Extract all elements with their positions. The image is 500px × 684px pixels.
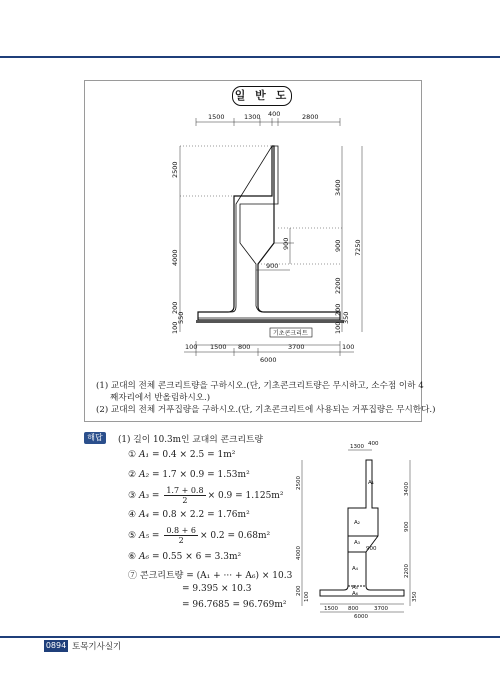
question-2: (2) 교대의 전체 거푸집량을 구하시오.(단, 기초콘크리트에 사용되는 거푸집량은 무시한다.) bbox=[96, 405, 436, 415]
footing-label: 기초콘크리트 bbox=[273, 330, 308, 337]
abutment-drawing bbox=[84, 80, 420, 420]
footer-rule bbox=[0, 636, 500, 638]
svg-text:A₂: A₂ bbox=[354, 520, 360, 526]
bottom-dim: 100 bbox=[342, 343, 355, 351]
left-dim: 4000 bbox=[171, 249, 179, 266]
right-dim: 900 bbox=[334, 239, 342, 252]
svg-text:4000: 4000 bbox=[296, 546, 302, 560]
svg-text:900: 900 bbox=[366, 546, 377, 552]
equation-4: ④ A₄ = 0.8 × 2.2 = 1.76m² bbox=[128, 510, 250, 520]
drawing-title: 일 반 도 bbox=[232, 86, 292, 106]
svg-text:A₁: A₁ bbox=[368, 480, 374, 486]
bottom-dim: 3700 bbox=[288, 343, 305, 351]
left-dim: 200 bbox=[171, 301, 179, 314]
inner-dim: 900 bbox=[282, 237, 290, 250]
right-dim: 2200 bbox=[334, 277, 342, 294]
svg-text:1500: 1500 bbox=[324, 606, 338, 612]
top-dim: 1500 bbox=[208, 113, 225, 121]
top-dim: 2800 bbox=[302, 113, 319, 121]
left-dim: 100 bbox=[171, 321, 179, 334]
svg-text:6000: 6000 bbox=[354, 614, 368, 620]
svg-text:350: 350 bbox=[412, 591, 418, 602]
equation-7-cont1: = 9.395 × 10.3 bbox=[182, 584, 252, 594]
svg-text:900: 900 bbox=[404, 521, 410, 532]
question-1b: 째자리에서 반올림하시오.) bbox=[110, 393, 211, 403]
page-number: 0894 bbox=[45, 641, 67, 650]
top-dim: 1300 bbox=[244, 113, 261, 121]
equation-5: ⑤ A₅ = $\frac{0.8 + 6}{2}$ × 0.2 = 0.68m² bbox=[128, 526, 271, 545]
left-dim: 2500 bbox=[171, 161, 179, 178]
bottom-dim: 1500 bbox=[210, 343, 227, 351]
right-dim: 350 bbox=[342, 311, 350, 324]
svg-text:200: 200 bbox=[296, 585, 302, 596]
question-1a: (1) 교대의 전체 콘크리트량을 구하시오.(단, 기초콘크리트량은 무시하고, 소수점 이하 4 bbox=[96, 381, 424, 391]
equation-1: ① A₁ = 0.4 × 2.5 = 1m² bbox=[128, 450, 236, 460]
svg-text:2200: 2200 bbox=[404, 564, 410, 578]
abutment-outline bbox=[198, 146, 340, 318]
equation-6: ⑥ A₆ = 0.55 × 6 = 3.3m² bbox=[128, 552, 242, 562]
right-dim: 100 bbox=[334, 321, 342, 334]
bottom-dim: 800 bbox=[238, 343, 251, 351]
svg-text:A₃: A₃ bbox=[354, 540, 360, 546]
svg-text:100: 100 bbox=[304, 591, 310, 602]
svg-text:A₆: A₆ bbox=[352, 591, 358, 597]
right-dim: 200 bbox=[334, 303, 342, 316]
small-abutment-drawing bbox=[292, 440, 422, 620]
bottom-dim: 100 bbox=[185, 343, 198, 351]
equation-7-cont2: = 96.7685 = 96.769m² bbox=[182, 600, 287, 610]
svg-text:400: 400 bbox=[368, 441, 379, 447]
book-title: 토목기사실기 bbox=[72, 642, 122, 652]
answer-title: (1) 길이 10.3m인 교대의 콘크리트량 bbox=[118, 435, 264, 445]
top-dim: 400 bbox=[268, 110, 281, 118]
total-width: 6000 bbox=[260, 356, 277, 364]
left-dim: 550 bbox=[177, 311, 185, 324]
svg-text:1300: 1300 bbox=[350, 444, 364, 450]
header-rule bbox=[0, 56, 500, 58]
inner-dim: 900 bbox=[266, 262, 279, 270]
svg-text:3700: 3700 bbox=[374, 606, 388, 612]
svg-text:A₅: A₅ bbox=[352, 585, 358, 591]
answer-badge: 해답 bbox=[84, 432, 106, 444]
equation-3: ③ A₃ = $\frac{1.7 + 0.8}{2}$ × 0.9 = 1.125m² bbox=[128, 486, 284, 505]
svg-text:A₄: A₄ bbox=[352, 566, 358, 572]
right-dim: 3400 bbox=[334, 179, 342, 196]
svg-text:2500: 2500 bbox=[296, 476, 302, 490]
equation-2: ② A₂ = 1.7 × 0.9 = 1.53m² bbox=[128, 470, 250, 480]
svg-text:3400: 3400 bbox=[404, 482, 410, 496]
svg-text:800: 800 bbox=[348, 606, 359, 612]
total-height: 7250 bbox=[354, 239, 362, 256]
equation-7: ⑦ 콘크리트량 = (A₁ + ··· + A₆) × 10.3 bbox=[128, 571, 293, 581]
